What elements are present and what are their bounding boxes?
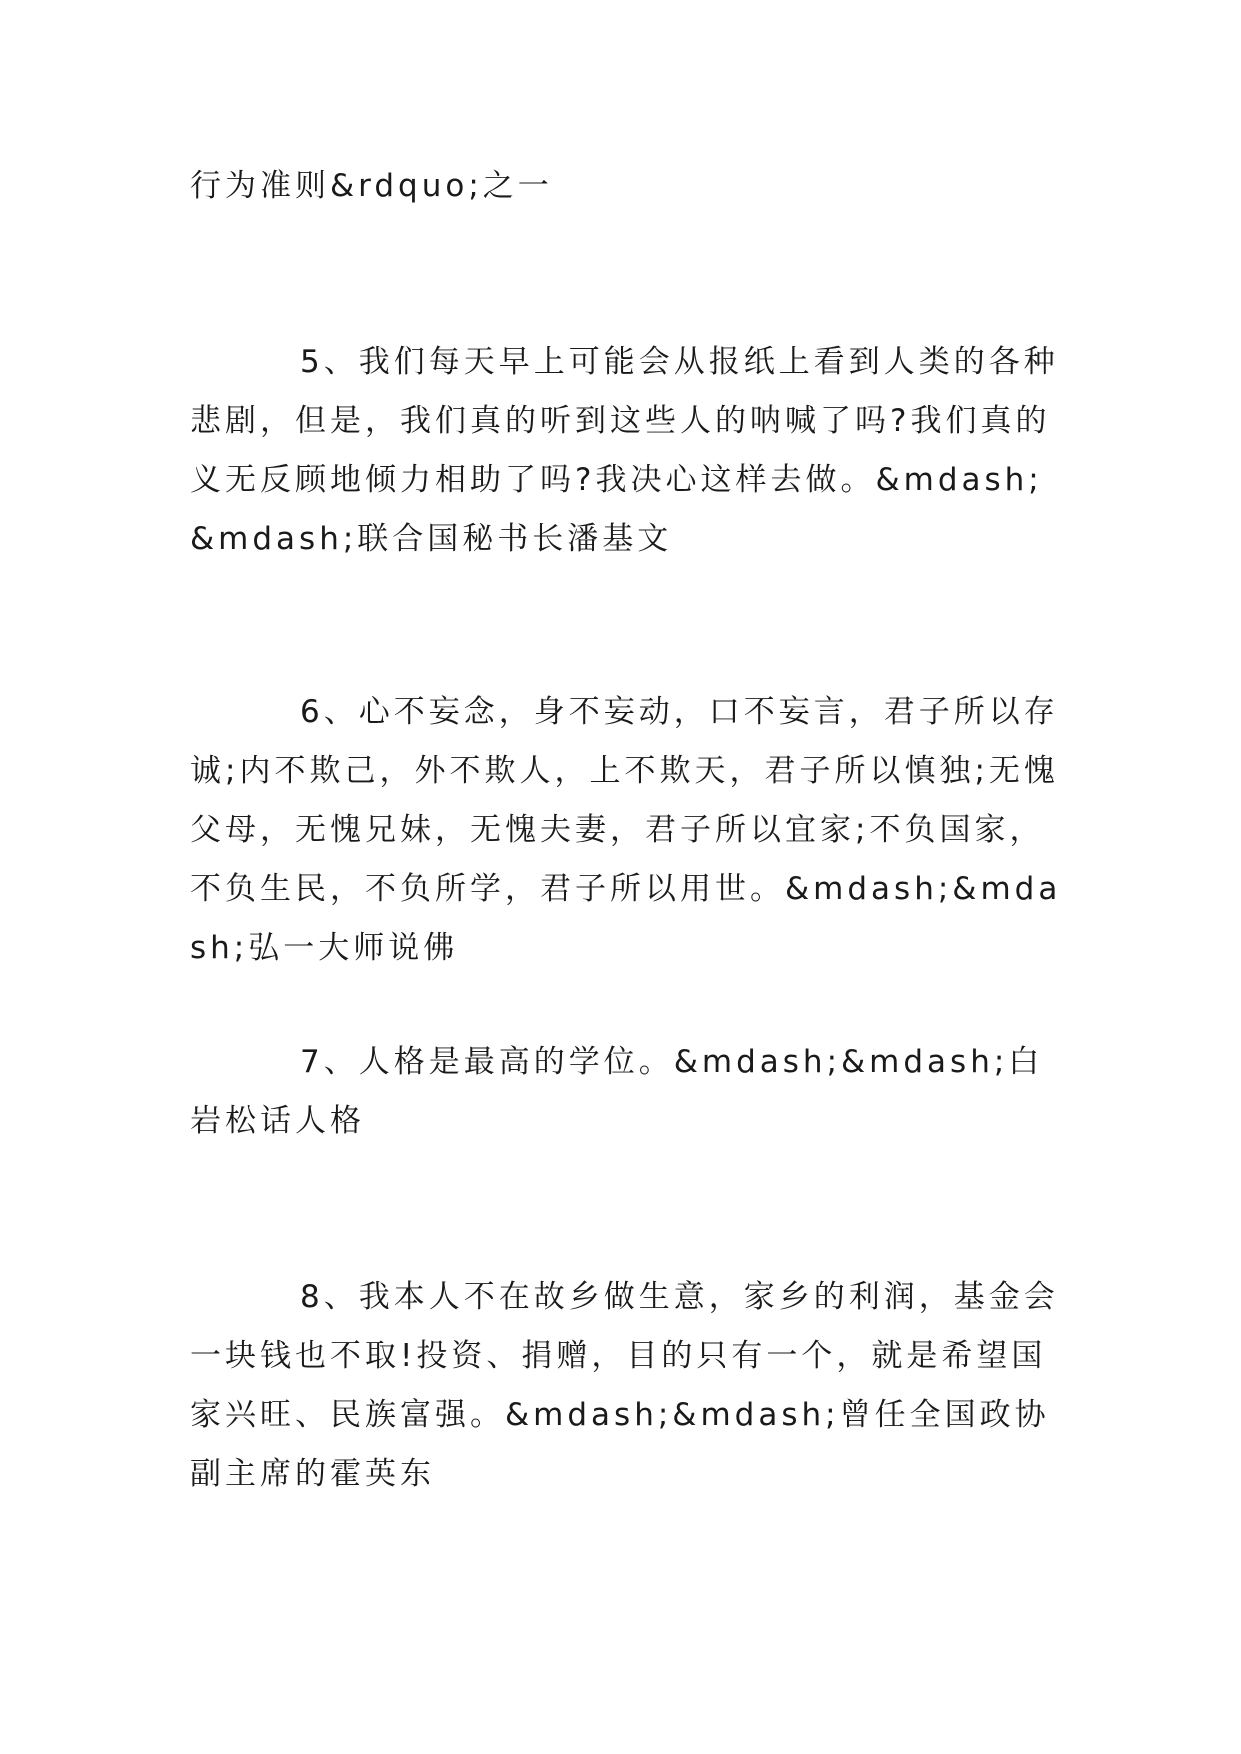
paragraph-quote-6: 6、心不妄念，身不妄动，口不妄言，君子所以存诚;内不欺己，外不欺人，上不欺天，君子所以慎独;无愧父母，无愧兄妹，无愧夫妻，君子所以宜家;不负国家，不负生民，不负所学，君子所以用世。&mdash;&mdash;弘一大师说佛 [190, 694, 1062, 966]
paragraph-quote-5: 5、我们每天早上可能会从报纸上看到人类的各种悲剧，但是，我们真的听到这些人的呐喊了吗?我们真的义无反顾地倾力相助了吗?我决心这样去做。&mdash;&mdash;联合国秘书长潘基文 [190, 344, 1059, 557]
paragraph-quote-8: 8、我本人不在故乡做生意，家乡的利润，基金会一块钱也不取!投资、捐赠，目的只有一个，就是希望国家兴旺、民族富强。&mdash;&mdash;曾任全国政协副主席的霍英东 [190, 1279, 1059, 1492]
paragraph-continuation: 行为准则&rdquo;之一 [190, 168, 553, 204]
paragraph-quote-7: 7、人格是最高的学位。&mdash;&mdash;白岩松话人格 [190, 1044, 1044, 1139]
